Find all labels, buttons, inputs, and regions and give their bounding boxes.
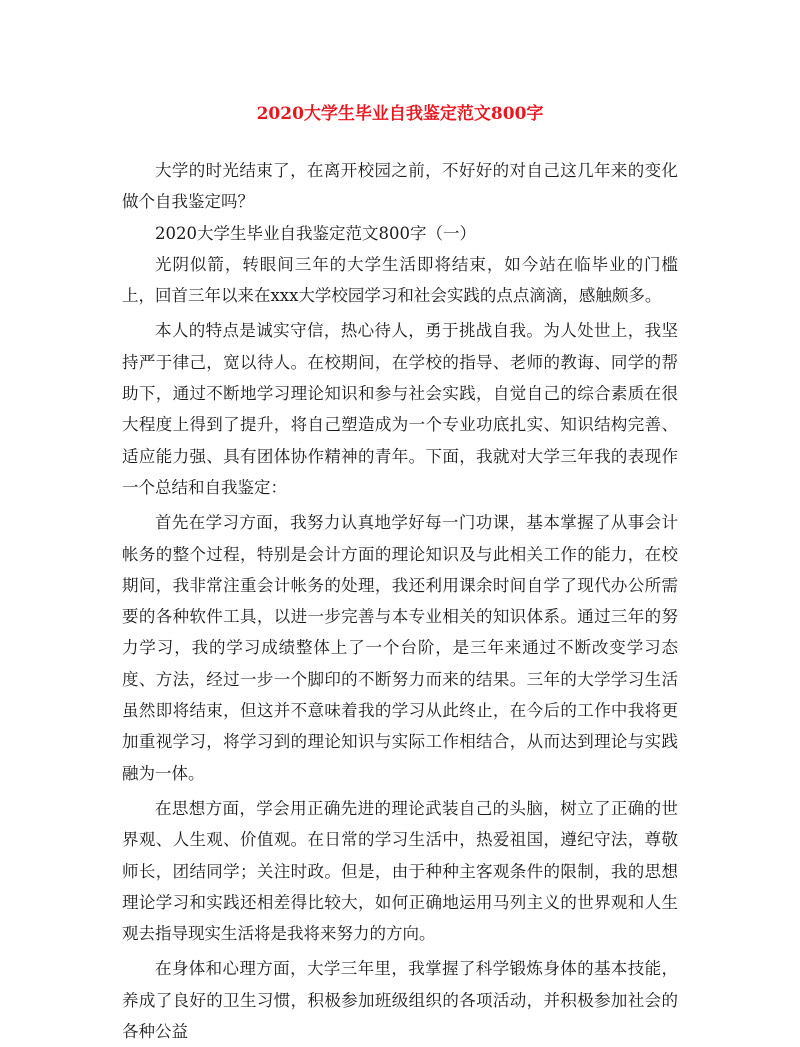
body-paragraph: 在身体和心理方面，大学三年里，我掌握了科学锻炼身体的基本技能，养成了良好的卫生习惯，积极参加班级组织的各项活动，并积极参加社会的各种公益 — [122, 959, 678, 1042]
body-paragraph: 首先在学习方面，我努力认真地学好每一门功课，基本掌握了从事会计帐务的整个过程，特别是会计方面的理论知识及与此相关工作的能力，在校期间，我非常注重会计帐务的处理，我还利用课余时间自学了现代办公所需要的各种软件工具，以进一步完善与本专业相关的知识体系。通过三年的努力学习，我的学习成绩整体上了一个台阶，是三年来通过不断改变学习态度、方法，经过一步一个脚印的不断努力而来的结果。三年的大学学习生活虽然即将结束，但这并不意味着我的学习从此终止，在今后的工作中我将更加重视学习，将学习到的理论知识与实际工作相结合，从而达到理论与实践融为一体。 — [122, 513, 678, 783]
document-body — [122, 155, 678, 1047]
body-paragraph: 光阴似箭，转眼间三年的大学生活即将结束，如今站在临毕业的门槛上，回首三年以来在xxx大学校园学习和社会实践的点点滴滴，感触颇多。 — [122, 254, 678, 306]
body-paragraph: 本人的特点是诚实守信，热心待人，勇于挑战自我。为人处世上，我坚持严于律己，宽以待人。在校期间，在学校的指导、老师的教诲、同学的帮助下，通过不断地学习理论知识和参与社会实践，自觉自己的综合素质在很大程度上得到了提升，将自己塑造成为一个专业功底扎实、知识结构完善、适应能力强、具有团体协作精神的青年。下面，我就对大学三年我的表现作一个总结和自我鉴定： — [122, 321, 678, 497]
intro-paragraph: 大学的时光结束了，在离开校园之前，不好好的对自己这几年来的变化做个自我鉴定吗？ — [122, 161, 678, 212]
body-paragraph: 在思想方面，学会用正确先进的理论武装自己的头脑，树立了正确的世界观、人生观、价值观。在日常的学习生活中，热爱祖国，遵纪守法，尊敬师长，团结同学；关注时政。但是，由于种种主客观条件的限制，我的思想理论学习和实践还相差得比较大，如何正确地运用马列主义的世界观和人生观去指导现实生活将是我将来努力的方向。 — [122, 798, 678, 944]
document-title: 2020大学生毕业自我鉴定范文800字 — [256, 104, 544, 124]
section-heading: 2020大学生毕业自我鉴定范文800字（一） — [155, 223, 476, 243]
